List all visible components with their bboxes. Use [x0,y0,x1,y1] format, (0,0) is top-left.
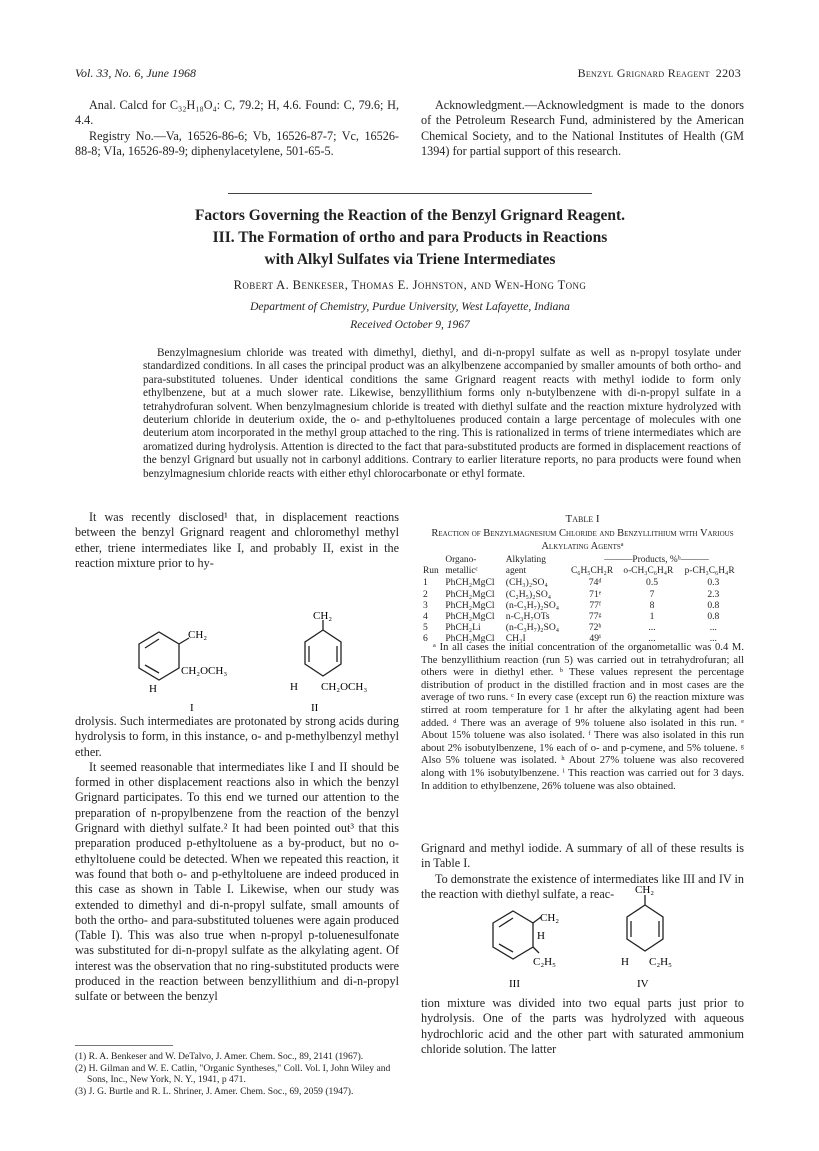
body-paragraph-4 [421,996,744,1057]
table-header-cell [421,555,443,566]
table-cell: 6 [423,633,428,645]
table-cell: 7 [649,588,655,600]
running-title [578,66,741,81]
structure-II-h: H [290,681,298,693]
structure-III-substituent: C₂H₅ [533,956,556,968]
table-cell: PhCH₂Li [445,622,481,634]
table-header-cell: ———Products, %ᵇ——— [604,555,709,565]
table-cell: PhCH₂MgCl [445,577,495,589]
table-header-cell: metallicᶜ [445,566,478,577]
reference-1: (1) R. A. Benkeser and W. DeTalvo, J. Amer. Chem. Soc., 89, 2141 (1967). [75,1051,364,1062]
title-line-2: III. The Formation of ortho and para Products in Reactions [212,229,608,246]
table-cell: 1 [649,611,655,623]
reference-2: (2) H. Gilman and W. E. Catlin, "Organic Syntheses," Coll. Vol. I, John Wiley and Sons, Inc., New York, N. Y., 1941, p 471. [75,1062,391,1086]
table-cell: 0.8 [707,611,720,623]
table-footnote-text: ᵃ In all cases the initial concentration of the organometallic was 0.4 M. The benzyllithium reaction (run 5) was carried out in tetrahydrofuran; all others were in diethyl ether. ᵇ These values represent the percentage distribution of product in the distilled fraction and in most cases are the average of two runs. ᶜ In every case (except run 6) the reaction mixture was stirred at room temperature for 1 hr after the alkylating agent had been added. ᵈ There was an average of 9% toluene also isolated in this run. ᵉ About 15% toluene was also isolated. ᶠ There was also isolated in this run about 2% isobutylbenzene, 1% each of o- and p-cymene, and 5% toluene. ᵍ Also 5% toluene was isolated. ʰ About 27% toluene was also recovered along with 1% isobutylbenzene. ⁱ This reaction was carried out for 3 days. In addition to ethylbenzene, 26% toluene was also obtained. [421,642,744,792]
body-paragraph-1 [75,510,399,571]
structure-IV-h: H [621,956,629,968]
table-header-cell: agent [505,566,527,577]
table-cell: (n-C₃H₇)₂SO₄ [505,622,560,634]
table-cell: CH₃I [505,633,526,645]
table-cell: 5 [423,622,428,634]
table-row [421,600,744,611]
structure-I-ch2: CH₂ [188,629,208,641]
structure-I-substituent: CH₂OCH₃ [181,665,228,677]
table-cell: n-C₃H₇OTs [505,611,550,623]
paragraph-text: It seemed reasonable that intermediates like I and II should be formed in other displacement reactions also in which the benzyl Grignard participates. To this end we turned our attention to the preparation of n-propylbenzene from the reaction of the benzyl Grignard with diethyl sulfate.² It had been pointed out³ that this preparation produced p-ethyltoluene as a by-product, but no o-ethyltoluene could be detected. When we repeated this reaction, it was found that both o- and p-ethyltoluene are indeed produced in this case as shown in Table I. Likewise, when our study was extended to dimethyl and di-n-propyl sulfate, small amounts of both the ortho- and para-substituted toluenes were again produced (Table I). This was also true when n-propyl p-toluenesulfonate was substituted for di-n-propyl sulfate as the alkylating agent. Of interest was the observation that no ring-substituted products were produced in the reaction between benzyllithium and di-n-propyl sulfate or between the benzyl [75,759,399,1004]
table-cell: ... [648,622,656,634]
reference-3: (3) J. G. Burtle and R. L. Shriner, J. Amer. Chem. Soc., 69, 2059 (1947). [75,1085,354,1097]
table-cell: 0.3 [707,577,720,589]
table-footnotes [421,642,744,793]
acknowledgment-text: Acknowledgment.—Acknowledgment is made to the donors of the Petroleum Research Fund, administered by the American Chemical Society, and to the National Institutes of Health (GM 1394) for partial support of this research. [421,98,744,158]
table-cell: 3 [423,599,428,611]
paragraph-text: It was recently disclosed¹ that, in displacement reactions between the benzyl Grignard reagent and chloromethyl methyl ether, triene intermediates like I, and probably II, exist in the reaction mixture prior to hy- [75,510,399,570]
table-cell: (n-C₃H₇)₂SO₄ [505,599,560,611]
page-number: 2203 [715,66,741,80]
paragraph-text: Grignard and methyl iodide. A summary of all of these results is in Table I. [421,841,744,871]
structure-IV-substituent: C₂H₅ [649,956,672,968]
table-header-cell: Run [423,566,439,577]
table-cell: 2.3 [707,588,720,600]
table-cell: PhCH₂MgCl [445,588,495,600]
table-row [421,577,744,588]
table-title: Table I [565,513,600,525]
structure-II-ch2: CH₂ [313,612,333,622]
structure-III [493,911,541,959]
structure-I-label: I [190,702,194,712]
table-cell: 0.5 [646,577,659,589]
authors: Robert A. Benkeser, Thomas E. Johnston, and Wen-Hong Tong [233,278,587,292]
table-cell: 72ʰ [588,622,602,634]
table-row [421,611,744,622]
table-cell: ... [709,633,717,645]
table-cell: 74ᵈ [588,577,602,589]
affiliation: Department of Chemistry, Purdue University, West Lafayette, Indiana [250,301,570,313]
table-header-row-1 [421,555,744,566]
table-cell: 71ᵉ [589,588,602,600]
structure-II-label: II [311,702,319,712]
previous-article-end [75,98,399,159]
table-cell: ... [709,622,717,634]
table-cell: PhCH₂MgCl [445,599,495,611]
table-row [421,589,744,600]
table-header-row-2 [421,566,744,577]
paragraph-text: drolysis. Such intermediates are protonated by strong acids during hydrolysis to form, in this instance, o- and p-methylbenzyl methyl ether. [75,714,399,759]
table-header-cell: p-CH₃C₆H₄R [684,566,735,577]
article-separator [228,193,592,194]
table-caption: Reaction of Benzylmagnesium Chloride and Benzyllithium with Various Alkylating Agentsᵃ [431,528,734,552]
body-paragraphs-2 [75,714,399,1005]
structure-III-ch2: CH₂ [540,912,560,924]
table-header-cell: Organo- [445,555,477,565]
title-line-1: Factors Governing the Reaction of the Benzyl Grignard Reagent. [194,207,626,224]
structures-III-IV [421,875,744,995]
structure-II [305,620,341,676]
paragraph-text: To demonstrate the existence of intermediates like III and IV in the reaction with diethyl sulfate, a reac- [421,871,744,901]
table-cell: 0.8 [707,599,720,611]
table-cell: (CH₃)₂SO₄ [505,577,548,589]
table-cell: 8 [649,599,655,611]
structure-II-substituent: CH₂OCH₃ [321,681,368,693]
article-title [80,205,740,271]
structure-III-label: III [509,978,520,990]
table-cell: 1 [423,577,428,589]
acknowledgment-block [421,98,744,159]
table-cell: (C₂H₅)₂SO₄ [505,588,552,600]
footnote-rule [75,1045,173,1046]
structure-III-h: H [537,930,545,942]
journal-volume: Vol. 33, No. 6, June 1968 [75,66,196,80]
paragraph-text: tion mixture was divided into two equal parts just prior to hydrolysis. One of the parts was hydrolyzed with aqueous hydrochloric acid and the other part with saturated ammonium chloride solution. The latter [421,996,744,1056]
structure-IV [627,895,663,951]
table-cell: 77ᵍ [588,611,602,623]
table-cell: 2 [423,588,428,600]
running-title-text: Benzyl Grignard Reagent [577,66,710,80]
title-line-3: with Alkyl Sulfates via Triene Intermediates [264,251,556,268]
table-cell: ... [648,633,656,645]
table-header-cell: o-CH₃C₆H₄R [623,566,674,577]
abstract: Benzylmagnesium chloride was treated with dimethyl, diethyl, and di-n-propyl sulfate as well as n-propyl tosylate under standardized conditions. In all cases the principal product was an alkylbenzene accompanied by smaller amounts of both ortho- and para-substituted toluenes. Under identical conditions the same Grignard reagent reacts with methyl iodide to form only ethylbenzene, but at a much slower rate. Likewise, benzyllithium forms only n-butylbenzene with di-n-propyl sulfate in a tetrahydrofuran solvent. When benzylmagnesium chloride is treated with diethyl sulfate and the reaction mixture hydrolyzed with deuterium chloride in deuterium oxide, the o- and p-ethyltoluenes produced contain a large percentage of molecules with one deuterium atom incorporated in the methyl group attached to the ring. This is rationalized in terms of triene intermediates which are aromatized during hydrolysis. Attention is directed to the fact that para-substituted products are formed in displacement reactions of the benzyl Grignard but usually not in carbonyl additions. Contrary to earlier literature reports, no para products were found when benzylmagnesium chloride reacts with either ethyl chlorocarbonate or ethyl formate. [143,347,741,480]
table-1 [421,555,744,645]
analysis-text: Anal. Calcd for C₃₂H₁₈O₄: C, 79.2; H, 4.6. Found: C, 79.6; H, 4.4. [75,98,399,128]
table-cell: 49ⁱ [589,633,601,645]
table-cell: 4 [423,611,428,623]
structure-I-h: H [149,683,157,695]
received-date: Received October 9, 1967 [350,319,470,331]
table-row [421,622,744,633]
structures-I-II [75,612,399,712]
table-cell: PhCH₂MgCl [445,611,495,623]
table-header-cell: Alkylating [505,555,546,565]
table-header-cell: C₆H₅CH₂R [570,566,614,577]
registry-numbers: Registry No.—Va, 16526-86-6; Vb, 16526-87-7; Vc, 16526-88-8; VIa, 16526-89-9; diphenylacetylene, 501-65-5. [75,128,399,158]
references [75,1051,399,1097]
structure-IV-label: IV [637,978,649,990]
table-cell: PhCH₂MgCl [445,633,495,645]
table-cell: 77ᶠ [589,599,601,611]
structure-IV-ch2: CH₂ [635,884,655,896]
